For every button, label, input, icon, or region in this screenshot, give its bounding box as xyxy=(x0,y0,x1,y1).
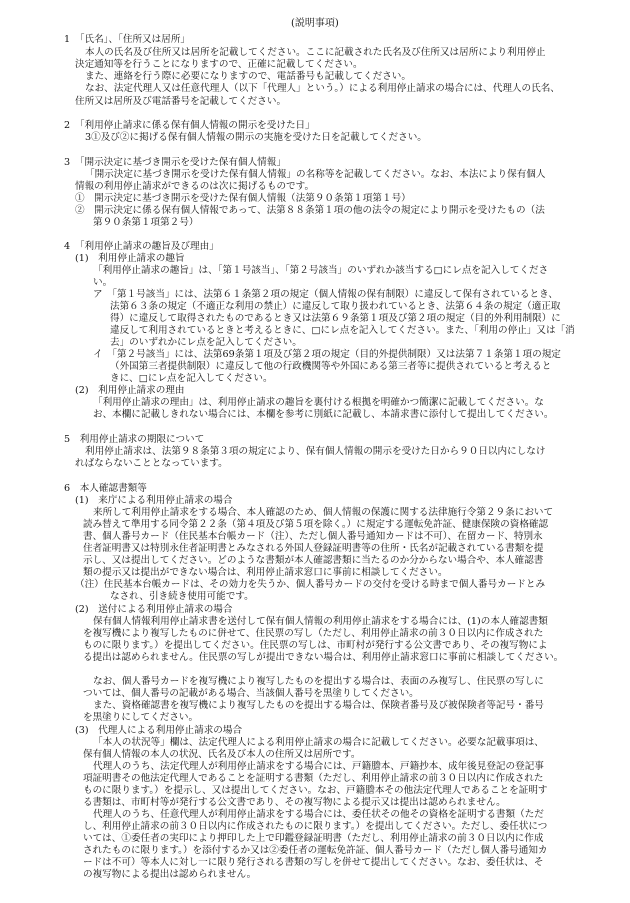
text-line: 利用停止請求は、法第９８条第３項の規定により、保有個人情報の開示を受けた日から９０日以内にしなけ xyxy=(85,446,546,457)
text-line: 代理人のうち、法定代理人が利用停止請求をする場合には、戸籍謄本、戸籍抄本、成年後見登記の登記事 xyxy=(93,761,544,772)
text-line: (2) 利用停止請求の理由 xyxy=(75,385,185,396)
text-line: ① 開示決定に基づき開示を受けた保有個人情報（法第９０条第１項第１号） xyxy=(75,193,411,204)
text-line: (3) 代理人による利用停止請求の場合 xyxy=(75,725,243,736)
text-line: なお、個人番号カードを複写機により複写したものを提出する場合は、表面のみ複写し、住民票の写しに xyxy=(93,676,544,687)
text-line: また、連絡を行う際に必要になりますので、電話番号も記載してください。 xyxy=(85,71,411,82)
text-line: きに、□にレ点を記入してください。 xyxy=(110,373,273,384)
text-line: ア 「第１号該当」には、法第６１条第２項の規定（個人情報の保有制限）に違反して保有されているとき、 xyxy=(93,289,558,300)
text-line: 3 「開示決定に基づき開示を受けた保有個人情報」 xyxy=(64,157,286,168)
text-line: 去」のいずれかにレ点を記入してください。 xyxy=(110,337,302,348)
text-line: 代理人のうち、任意代理人が利用停止請求をする場合には、委任状その他その資格を証明する書類（ただ xyxy=(93,809,544,820)
text-line: る書類は、市町村等が発行する公文書であり、その複写物による提示又は提出は認められません。 xyxy=(83,797,506,808)
text-line: なされ、引き続き使用可能です。 xyxy=(110,591,254,602)
page-title: (説明事項) xyxy=(291,18,339,29)
text-line: い。 xyxy=(93,277,113,288)
text-line: （外国第三者提供制限）に違反して他の行政機関等や外国にある第三者等に提供されていると考えると xyxy=(110,361,552,372)
text-line: 第９０条第１項第２号） xyxy=(93,217,199,228)
text-line: (1) 利用停止請求の趣旨 xyxy=(75,253,185,264)
text-line: いては、①委任者の実印により押印した上で印鑑登録証明書（ただし、利用停止請求の前３０日以内に作成 xyxy=(83,833,544,844)
text-line: 決定通知等を行うことになりますので、正確に記載してください。 xyxy=(75,59,363,70)
text-line: 2 「利用停止請求に係る保有個人情報の開示を受けた日」 xyxy=(64,120,315,131)
text-line: 項証明書その他法定代理人であることを証明する書類（ただし、利用停止請求の前３０日以内に作成された xyxy=(83,773,544,784)
text-line: 法第６３条の規定（不適正な利用の禁止）に違反して取り扱われているとき、法第６４条の規定（適正取 xyxy=(110,301,561,312)
text-line: 本人の氏名及び住所又は居所を記載してください。ここに記載された氏名及び住所又は居所により利用停止 xyxy=(85,47,546,58)
text-line: ② 開示決定に係る保有個人情報であって、法第８８条第１項の他の法令の規定により開示を受けたもの（法 xyxy=(75,205,545,216)
text-line: 情報の利用停止請求ができるのは次に掲げるものです。 xyxy=(75,181,315,192)
text-line: 「本人の状況等」欄は、法定代理人による利用停止請求の場合に記載してください。必要な記載事項は、 xyxy=(93,737,544,748)
text-line: の複写物による提出は認められません。 xyxy=(83,869,257,880)
text-line: また、資格確認書を複写機により複写したものを提出する場合は、保険者番号及び被保険者等記号・番号 xyxy=(93,700,544,711)
text-line: を黒塗りにしてください。 xyxy=(83,712,199,723)
text-line: 6 本人確認書類等 xyxy=(64,483,147,494)
text-line: ものに限ります。）を提示し、又は提出してください。なお、戸籍謄本その他法定代理人であることを証明す xyxy=(83,785,548,796)
text-line: 1 「氏名」、「住所又は居所」 xyxy=(64,34,191,45)
text-line: 保有個人情報利用停止請求書を送付して保有個人情報の利用停止請求をする場合には、(1)の本人確認書類 xyxy=(93,616,548,627)
text-line: 類の提示又は提出ができない場合は、利用停止請求窓口に事前に相談してください。 xyxy=(83,567,448,578)
text-line: 5 利用停止請求の期限について xyxy=(64,434,205,445)
text-line: なお、法定代理人又は任意代理人（以下「代理人」という。）による利用停止請求の場合には、代理人の氏名、 xyxy=(85,83,560,94)
text-line: ればならないこととなっています。 xyxy=(75,458,228,469)
text-line: (1) 来庁による利用停止請求の場合 xyxy=(75,495,233,506)
text-line: 4 「利用停止請求の趣旨及び理由」 xyxy=(64,241,219,252)
text-line: 住者証明書又は特別永住者証明書とみなされる外国人登録証明書等の住所・氏名が記載されている書類を提 xyxy=(83,543,544,554)
text-line: ついては、個人番号の記載がある場合、当該個人番号を黒塗りしてください。 xyxy=(83,688,419,699)
text-line: されたものに限ります。）を添付するか又は②委任者の運転免許証、個人番号カード（ただし個人番号通知カ xyxy=(83,845,548,856)
text-line: (2) 送付による利用停止請求の場合 xyxy=(75,604,233,615)
text-line: 3①及び②に掲げる保有個人情報の開示の実施を受けた日を記載してください。 xyxy=(85,132,427,143)
text-line: ードは不可）等本人に対し一に限り発行される書類の写しを併せて提出してください。なお、委任状は、そ xyxy=(83,857,544,868)
text-line: 書、個人番号カード（住民基本台帳カード（注）、ただし個人番号通知カードは不可）、在留カード、特別永 xyxy=(83,531,543,542)
text-line: 得）に違反して取得されたものであるとき又は法第６９条第１項及び第２項の規定（目的外利用制限）に xyxy=(110,313,561,324)
text-line: 読み替えて準用する同令第２２条（第４項及び第５項を除く。）に規定する運転免許証、健康保険の資格確認 xyxy=(83,519,549,530)
text-line: 来所して利用停止請求をする場合、本人確認のため、個人情報の保護に関する法律施行令第２９条において xyxy=(93,507,554,518)
text-line: 「利用停止請求の理由」は、利用停止請求の趣旨を裏付ける根拠を明確かつ簡潔に記載してください。な xyxy=(93,397,544,408)
text-line: お、本欄に記載しきれない場合には、本欄を参考に別紙に記載し、本請求書に添付して提出してください。 xyxy=(93,409,554,420)
text-line: ものに限ります。）を提出してください。住民票の写しは、市町村が発行する公文書であり、その複写物によ xyxy=(83,640,548,651)
text-line: 示し、又は提出してください。どのような書類が本人確認書類に当たるのか分からない場合や、本人確認書 xyxy=(83,555,544,566)
text-line: （注）住民基本台帳カードは、その効力を失うか、個人番号カードの交付を受ける時まで個人番号カードとみ xyxy=(75,579,546,590)
text-line: 「開示決定に基づき開示を受けた保有個人情報」の名称等を記載してください。なお、本法により保有個人 xyxy=(85,169,546,180)
text-line: イ 「第２号該当」には、法第69条第１項及び第２項の規定（目的外提供制限）又は法第７１条第１項の規定 xyxy=(93,349,561,360)
text-line: る提出は認められません。住民票の写しが提出できない場合は、利用停止請求窓口に事前に相談してください。 xyxy=(83,652,564,663)
text-line: 「利用停止請求の趣旨」は、「第１号該当」、「第２号該当」のいずれか該当する□にレ点を記入してくださ xyxy=(93,265,549,276)
text-line: を複写機により複写したものに併せて、住民票の写し（ただし、利用停止請求の前３０日以内に作成された xyxy=(83,628,544,639)
text-line: し、利用停止請求の前３０日以内に作成されたものに限ります。）を提出してください。ただし、委任状につ xyxy=(83,821,548,832)
text-line: 違反して利用されているときと考えるときに、□にレ点を記入してください。また、「利用の停止」又は「消 xyxy=(110,325,575,336)
text-line: 住所又は居所及び電話番号を記載してください。 xyxy=(75,96,287,107)
text-line: 保有個人情報の本人の状況、氏名及び本人の住所又は居所です。 xyxy=(83,749,361,760)
